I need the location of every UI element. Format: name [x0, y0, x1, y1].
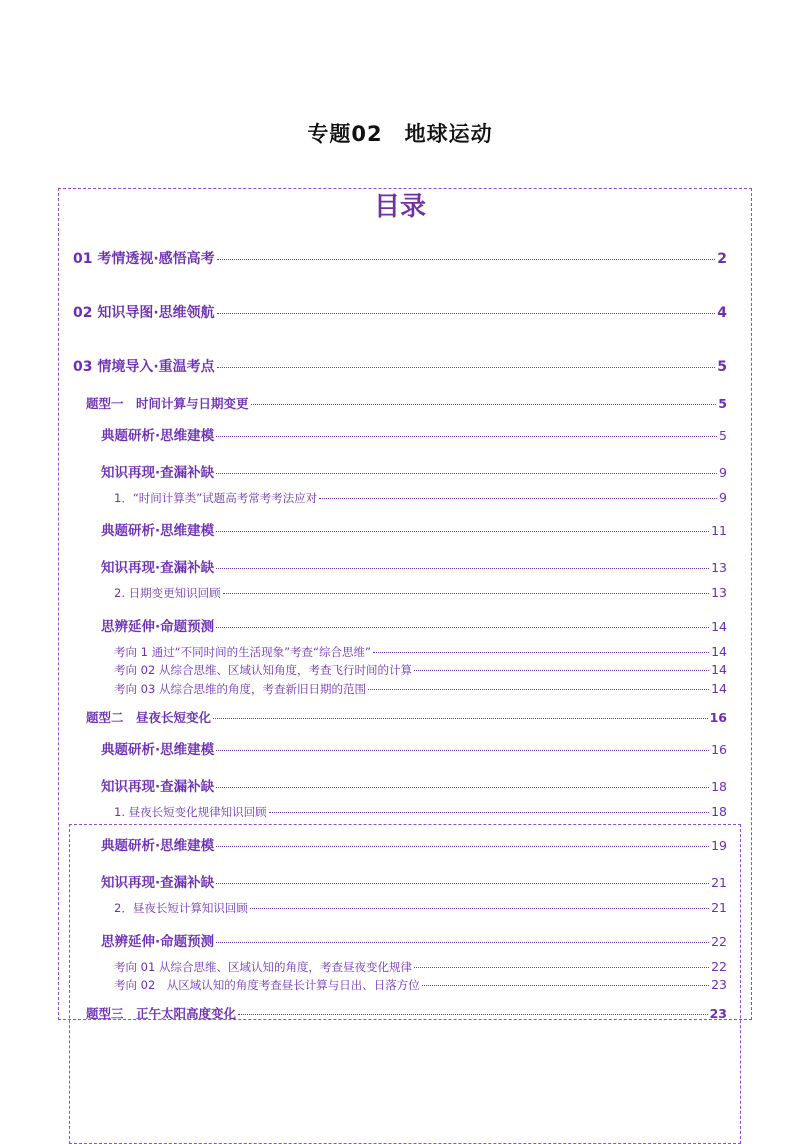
- toc-entry[interactable]: [86, 394, 727, 412]
- toc-entry-label: 典题研析·思维建模: [101, 838, 215, 854]
- toc-entry-page-number: 4: [717, 305, 727, 321]
- toc-leader-dots: [217, 367, 716, 368]
- toc-entry-label: 1. 昼夜长短变化规律知识回顾: [114, 805, 267, 819]
- toc-entry-page-number: 14: [711, 681, 727, 696]
- toc-entry-label: 题型三 正午太阳高度变化: [86, 1006, 237, 1021]
- toc-entry[interactable]: [86, 1004, 727, 1022]
- toc-entry-label: 典题研析·思维建模: [101, 428, 215, 444]
- toc-entry-label: 考向 01 从综合思维、区域认知的角度，考查昼夜变化规律: [114, 960, 412, 974]
- toc-entry[interactable]: [114, 662, 727, 678]
- toc-leader-dots: [414, 670, 709, 671]
- toc-leader-dots: [216, 568, 709, 569]
- toc-entry-page-number: 9: [719, 490, 727, 505]
- toc-entry-page-number: 14: [711, 662, 727, 677]
- toc-entry-label: 2. 日期变更知识回顾: [114, 586, 221, 600]
- toc-entry[interactable]: [114, 804, 727, 820]
- toc-entry-label: 题型二 昼夜长短变化: [86, 710, 212, 725]
- toc-entry[interactable]: [86, 708, 727, 726]
- toc-leader-dots: [217, 313, 716, 314]
- toc-leader-dots: [216, 846, 709, 847]
- toc-entry-page-number: 22: [711, 934, 727, 949]
- toc-entry[interactable]: [73, 248, 727, 268]
- toc-entry[interactable]: [101, 930, 727, 950]
- toc-entry-label: 考向 03 从综合思维的角度，考查新旧日期的范围: [114, 682, 366, 696]
- toc-leader-dots: [216, 531, 709, 532]
- toc-entry-label: 02 知识导图·思维领航: [73, 305, 215, 321]
- toc-leader-dots: [269, 812, 709, 813]
- toc-entry-label: 典题研析·思维建模: [101, 523, 215, 539]
- toc-entry-page-number: 5: [719, 428, 727, 443]
- toc-entry-label: 思辨延伸·命题预测: [101, 934, 215, 950]
- toc-entry[interactable]: [114, 585, 727, 601]
- toc-entry[interactable]: [101, 834, 727, 854]
- toc-entry-label: 知识再现·查漏补缺: [101, 779, 215, 795]
- toc-entry-label: 知识再现·查漏补缺: [101, 560, 215, 576]
- toc-leader-dots: [319, 498, 717, 499]
- toc-leader-dots: [216, 473, 717, 474]
- toc-leader-dots: [216, 436, 717, 437]
- toc-entry[interactable]: [114, 959, 727, 975]
- toc-entry-page-number: 14: [711, 619, 727, 634]
- toc-leader-dots: [422, 985, 709, 986]
- toc-leader-dots: [414, 967, 709, 968]
- toc-entry-page-number: 18: [711, 779, 727, 794]
- toc-entry[interactable]: [101, 556, 727, 576]
- toc-entry[interactable]: [73, 302, 727, 322]
- toc-entry-page-number: 14: [711, 644, 727, 659]
- toc-entry-label: 03 情境导入·重温考点: [73, 359, 215, 375]
- toc-entry-label: 知识再现·查漏补缺: [101, 875, 215, 891]
- toc-entry-label: 1．“时间计算类”试题高考常考考法应对: [114, 491, 318, 505]
- toc-entry-page-number: 21: [711, 875, 727, 890]
- toc-entry-page-number: 2: [717, 251, 727, 267]
- toc-entry-label: 考向 02 从综合思维、区域认知角度，考查飞行时间的计算: [114, 663, 412, 677]
- toc-leader-dots: [217, 259, 716, 260]
- toc-entry[interactable]: [114, 900, 727, 916]
- toc-entry-label: 题型一 时间计算与日期变更: [86, 396, 249, 411]
- toc-entry-label: 思辨延伸·命题预测: [101, 619, 215, 635]
- toc-entry-label: 考向 1 通过“不同时间的生活现象”考查“综合思维”: [114, 645, 371, 659]
- toc-leader-dots: [216, 750, 709, 751]
- toc-entry-page-number: 5: [717, 359, 727, 375]
- toc-leader-dots: [216, 627, 709, 628]
- toc-entry[interactable]: [101, 424, 727, 444]
- toc-entry-page-number: 13: [711, 585, 727, 600]
- toc-entry-page-number: 16: [709, 710, 727, 725]
- toc-entry[interactable]: [114, 644, 727, 660]
- toc-entry-page-number: 23: [709, 1006, 727, 1021]
- toc-entry[interactable]: [101, 615, 727, 635]
- toc-entry-label: 01 考情透视·感悟高考: [73, 251, 215, 267]
- toc-entry-page-number: 16: [711, 742, 727, 757]
- toc-entry-label: 2．昼夜长短计算知识回顾: [114, 901, 248, 915]
- toc-heading: 目录: [373, 192, 426, 222]
- toc-entry[interactable]: [101, 519, 727, 539]
- toc-entry[interactable]: [73, 356, 727, 376]
- toc-entry-label: 典题研析·思维建模: [101, 742, 215, 758]
- toc-entry-page-number: 13: [711, 560, 727, 575]
- toc-entry-page-number: 11: [711, 523, 727, 538]
- toc-entry-label: 知识再现·查漏补缺: [101, 465, 215, 481]
- toc-entry[interactable]: [101, 871, 727, 891]
- toc-entry-page-number: 9: [719, 465, 727, 480]
- toc-leader-dots: [213, 718, 708, 719]
- toc-entry[interactable]: [101, 775, 727, 795]
- toc-entry-page-number: 22: [711, 959, 727, 974]
- toc-entry-page-number: 18: [711, 804, 727, 819]
- toc-entry-label: 考向 02 从区域认知的角度考查昼长计算与日出、日落方位: [114, 978, 420, 992]
- toc-entry[interactable]: [101, 461, 727, 481]
- toc-leader-dots: [251, 404, 717, 405]
- toc-entry[interactable]: [114, 681, 727, 697]
- toc-entry-page-number: 21: [711, 900, 727, 915]
- toc-leader-dots: [216, 942, 709, 943]
- toc-entry[interactable]: [101, 738, 727, 758]
- toc-leader-dots: [216, 787, 709, 788]
- toc-entry-page-number: 5: [718, 396, 727, 411]
- toc-leader-dots: [373, 652, 709, 653]
- toc-leader-dots: [216, 883, 709, 884]
- toc-leader-dots: [223, 593, 709, 594]
- toc-leader-dots: [250, 908, 709, 909]
- toc-leader-dots: [238, 1014, 708, 1015]
- document-title: 专题02 地球运动: [307, 122, 493, 146]
- toc-entry-page-number: 23: [711, 977, 727, 992]
- toc-leader-dots: [368, 689, 709, 690]
- toc-entry-page-number: 19: [711, 838, 727, 853]
- toc-entry[interactable]: [114, 490, 727, 506]
- toc-entry[interactable]: [114, 977, 727, 993]
